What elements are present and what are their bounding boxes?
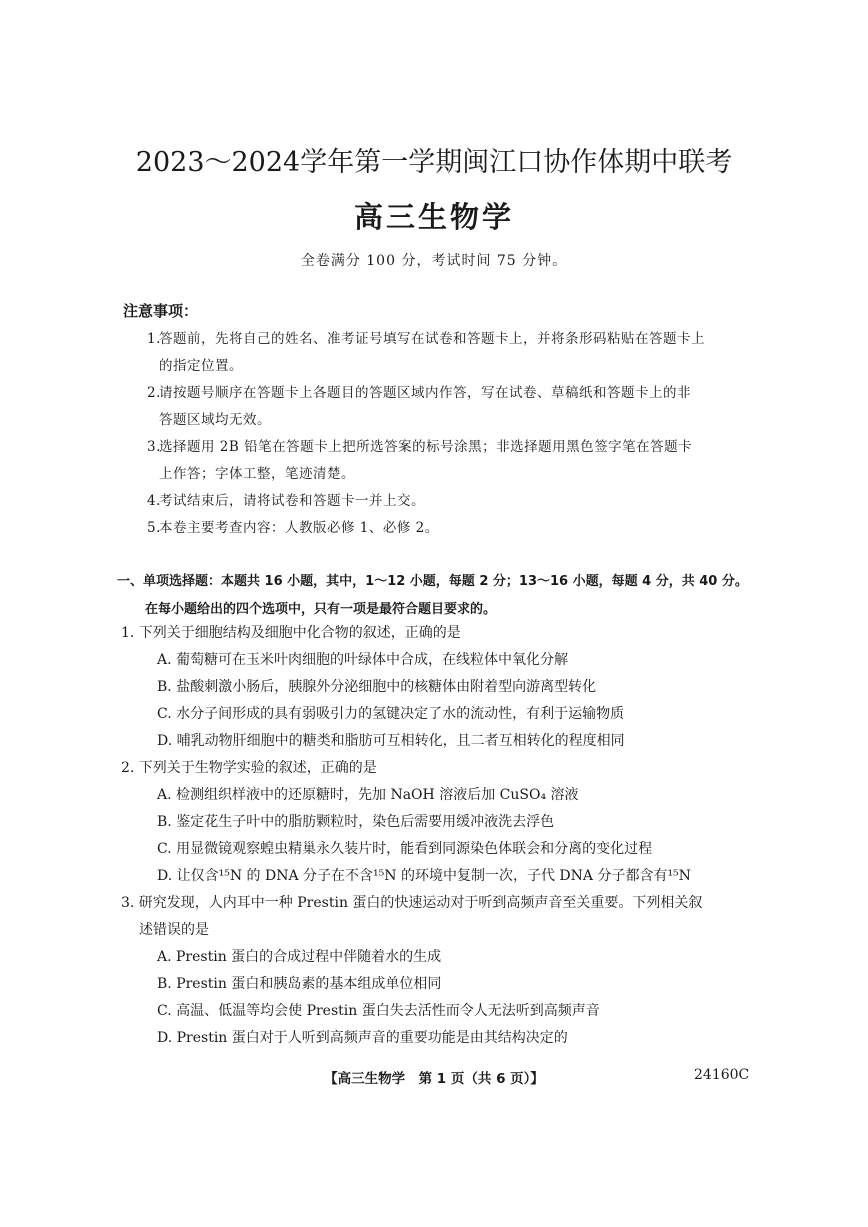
notice-text: 请按题号顺序在答题卡上各题目的答题区域内作答，写在试卷、草稿纸和答题卡上的非 <box>159 385 691 401</box>
notice-item <box>147 434 767 488</box>
notice-item <box>147 515 767 542</box>
section-heading <box>117 568 777 624</box>
notice-item <box>147 326 767 380</box>
option: A. 葡萄糖可在玉米叶肉细胞的叶绿体中合成，在线粒体中氧化分解 <box>157 652 569 668</box>
notice-text-continued: 上作答；字体工整，笔迹清楚。 <box>159 466 355 482</box>
question <box>121 890 781 1052</box>
option: B. 盐酸刺激小肠后，胰腺外分泌细胞中的核糖体由附着型向游离型转化 <box>157 679 597 695</box>
question-list <box>121 620 781 1052</box>
question-stem: 2. 下列关于生物学实验的叙述，正确的是 <box>121 760 377 776</box>
exam-meta: 全卷满分 100 分，考试时间 75 分钟。 <box>300 253 568 269</box>
notice-item <box>147 488 767 515</box>
notice-number: 2. <box>147 385 161 401</box>
question-stem-continued: 述错误的是 <box>139 922 209 938</box>
notice-text: 本卷主要考查内容：人教版必修 1、必修 2。 <box>159 520 439 536</box>
section-instruction-continued: 在每小题给出的四个选项中，只有一项是最符合题目要求的。 <box>145 602 497 617</box>
option: D. 让仅含¹⁵N 的 DNA 分子在不含¹⁵N 的环境中复制一次，子代 DNA 分子都含有¹⁵N <box>157 868 691 884</box>
notice-number: 1. <box>147 331 161 347</box>
page-number: 【高三生物学 第 1 页（共 6 页）】 <box>324 1071 544 1087</box>
notice-text-continued: 答题区域均无效。 <box>159 412 271 428</box>
option: B. Prestin 蛋白和胰岛素的基本组成单位相同 <box>157 976 442 992</box>
option: C. 用显微镜观察蝗虫精巢永久装片时，能看到同源染色体联会和分离的变化过程 <box>157 841 653 857</box>
paper-code: 24160C <box>694 1067 750 1083</box>
option: C. 高温、低温等均会使 Prestin 蛋白失去活性而令人无法听到高频声音 <box>157 1003 600 1019</box>
notice-number: 4. <box>147 493 161 509</box>
section-instruction: 一、单项选择题：本题共 16 小题，其中，1～12 小题，每题 2 分；13～16 小题，每题 4 分，共 40 分。 <box>117 574 748 589</box>
option: A. 检测组织样液中的还原糖时，先加 NaOH 溶液后加 CuSO₄ 溶液 <box>157 787 579 803</box>
option: D. Prestin 蛋白对于人听到高频声音的重要功能是由其结构决定的 <box>157 1030 568 1046</box>
question <box>121 755 781 890</box>
notice-heading: 注意事项： <box>123 302 199 320</box>
notice-text: 考试结束后，请将试卷和答题卡一并上交。 <box>159 493 425 509</box>
option: D. 哺乳动物肝细胞中的糖类和脂肪可互相转化，且二者互相转化的程度相同 <box>157 733 625 749</box>
notice-text: 选择题用 2B 铅笔在答题卡上把所选答案的标号涂黑；非选择题用黑色签字笔在答题卡 <box>159 439 693 455</box>
option: B. 鉴定花生子叶中的脂肪颗粒时，染色后需要用缓冲液洗去浮色 <box>157 814 555 830</box>
option: C. 水分子间形成的具有弱吸引力的氢键决定了水的流动性，有利于运输物质 <box>157 706 625 722</box>
notice-number: 5. <box>147 520 161 536</box>
notice-item <box>147 380 767 434</box>
notice-text: 答题前，先将自己的姓名、准考证号填写在试卷和答题卡上，并将条形码粘贴在答题卡上 <box>159 331 705 347</box>
option: A. Prestin 蛋白的合成过程中伴随着水的生成 <box>157 949 442 965</box>
exam-title: 2023～2024学年第一学期闽江口协作体期中联考 <box>135 147 733 178</box>
subject-title: 高三生物学 <box>353 200 514 234</box>
notice-list <box>147 326 767 542</box>
notice-text-continued: 的指定位置。 <box>159 358 243 374</box>
question <box>121 620 781 755</box>
question-stem: 1. 下列关于细胞结构及细胞中化合物的叙述，正确的是 <box>121 625 461 641</box>
question-stem: 3. 研究发现，人内耳中一种 Prestin 蛋白的快速运动对于听到高频声音至关重要。下列相关叙 <box>121 895 703 911</box>
notice-number: 3. <box>147 439 161 455</box>
